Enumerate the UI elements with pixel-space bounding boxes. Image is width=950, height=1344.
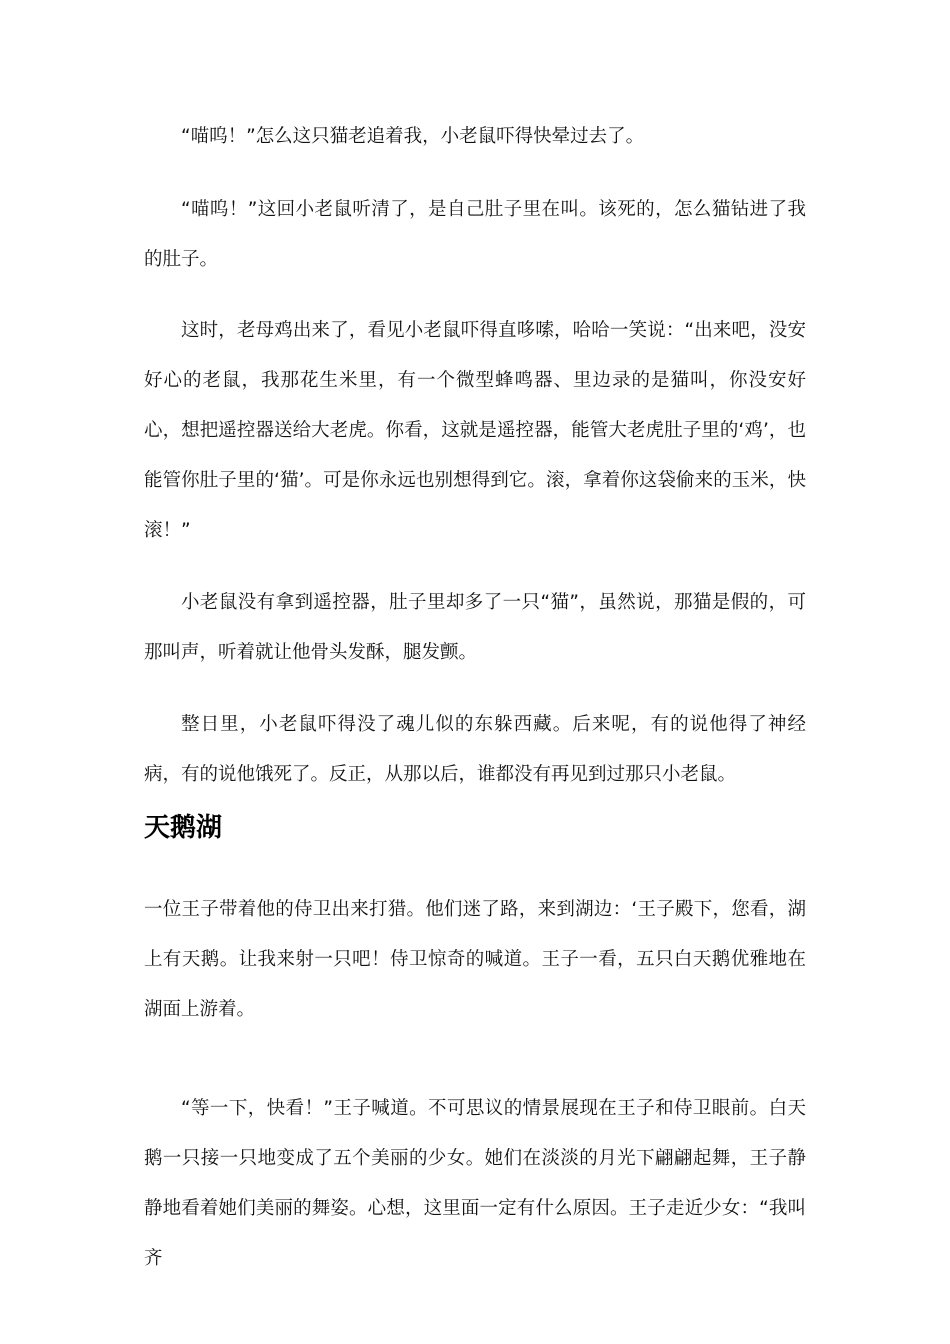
paragraph-6: 一位王子带着他的侍卫出来打猎。他们迷了路，来到湖边：‘王子殿下，您看，湖上有天鹅。让我来射一只吧！侍卫惊奇的喊道。王子一看，五只白天鹅优雅地在湖面上游着。 [144,899,806,1020]
section-title: 天鹅湖 [144,813,223,843]
paragraph-5: 整日里，小老鼠吓得没了魂儿似的东躲西藏。后来呢，有的说他得了神经病，有的说他饿死了。反正，从那以后，谁都没有再见到过那只小老鼠。 [144,714,806,785]
paragraph-1: “喵呜！”怎么这只猫老追着我，小老鼠吓得快晕过去了。 [181,126,645,147]
paragraph-4: 小老鼠没有拿到遥控器，肚子里却多了一只“猫”，虽然说，那猫是假的，可那叫声，听着就让他骨头发酥，腿发颤。 [144,592,806,663]
paragraph-2: “喵呜！”这回小老鼠听清了，是自己肚子里在叫。该死的，怎么猫钻进了我的肚子。 [144,199,806,270]
paragraph-7: “等一下，快看！”王子喊道。不可思议的情景展现在王子和侍卫眼前。白天鹅一只接一只地变成了五个美丽的少女。她们在淡淡的月光下翩翩起舞，王子静静地看着她们美丽的舞姿。心想，这里面一定有什么原因。王子走近少女：“我叫齐 [144,1098,806,1269]
paragraph-3: 这时，老母鸡出来了，看见小老鼠吓得直哆嗦，哈哈一笑说：“出来吧，没安好心的老鼠，我那花生米里，有一个微型蜂鸣器、里边录的是猫叫，你没安好心，想把遥控器送给大老虎。你看，这就是遥控器，能管大老虎肚子里的‘鸡’，也能管你肚子里的‘猫’。可是你永远也别想得到它。滚，拿着你这袋偷来的玉米，快滚！” [144,320,806,541]
